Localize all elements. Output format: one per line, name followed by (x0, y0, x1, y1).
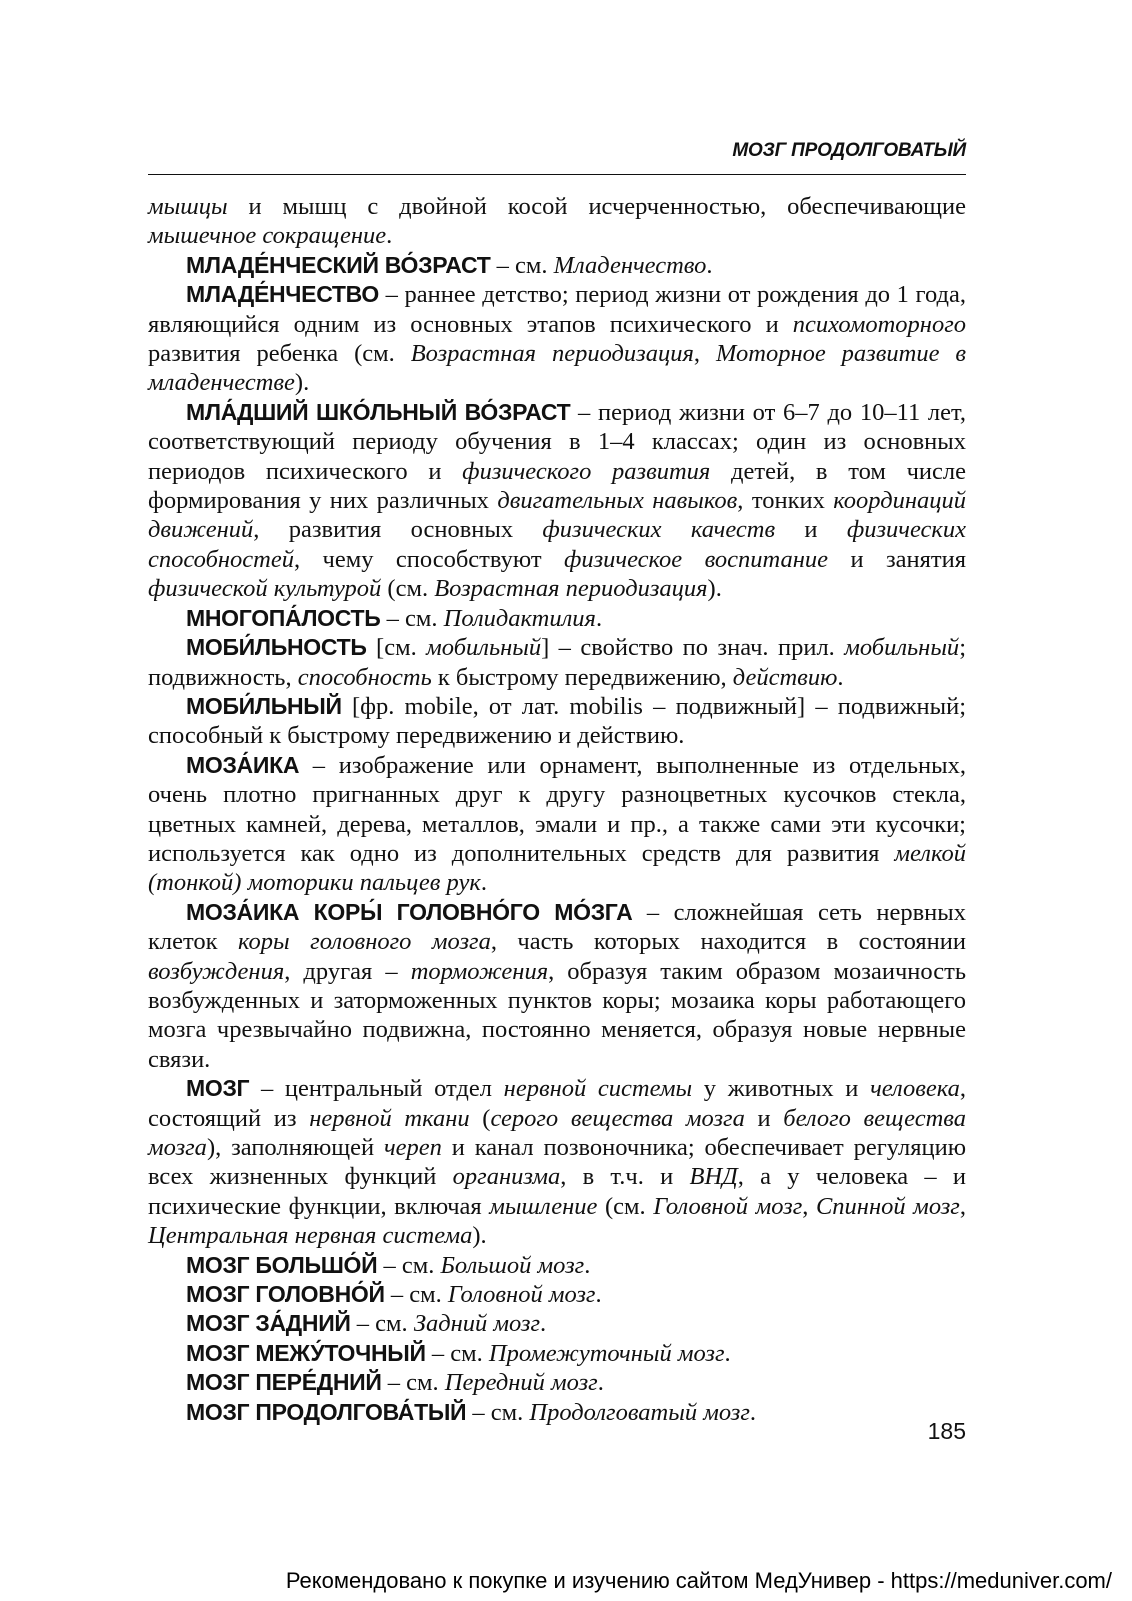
headword: МОЗГ БОЛЬШО́Й (186, 1251, 378, 1278)
dictionary-entry (148, 1074, 966, 1250)
headword: МЛА́ДШИЙ ШКО́ЛЬНЫЙ ВО́ЗРАСТ (186, 398, 571, 425)
headword: МОЗГ (186, 1075, 250, 1102)
dictionary-entry (148, 751, 966, 898)
entry-text: – см. (381, 1369, 445, 1397)
headword: МОБИ́ЛЬНОСТЬ (186, 634, 367, 661)
entry-text: , (959, 1192, 966, 1220)
italic-term: коры головного мозга (238, 928, 491, 956)
headword: МОЗА́ИКА (186, 751, 300, 778)
entry-text: – см. (490, 251, 554, 279)
entry-text: (см. (381, 575, 435, 603)
italic-term: физических способностей (148, 516, 966, 573)
entry-text: – см. (466, 1398, 530, 1426)
italic-term: Головной мозг (653, 1192, 803, 1220)
dictionary-entry (148, 1280, 966, 1309)
italic-term: действию (732, 663, 838, 691)
entry-text: . (584, 1251, 591, 1279)
italic-term: Полидактилия (443, 604, 596, 632)
dictionary-entry (148, 604, 966, 633)
italic-term: череп (383, 1134, 442, 1161)
entry-text: – раннее детство; период жизни от рождения до 1 года, являющийся одним из основных этапов психического и (148, 281, 966, 338)
entry-text: ; подвижность, (148, 634, 966, 691)
entry-text: – см. (350, 1310, 414, 1338)
headword: МОЗГ МЕЖУ́ТОЧНЫЙ (186, 1339, 426, 1366)
entry-text: . (595, 604, 603, 632)
entry-text: к быстрому передвижению, (431, 663, 733, 691)
dictionary-entry (148, 898, 966, 1074)
italic-term: возбуждения (148, 957, 285, 985)
italic-term: белого вещества мозга (148, 1104, 966, 1161)
italic-term: мобильный (426, 634, 542, 662)
entry-text: , часть которых находится в состоянии (490, 928, 967, 956)
italic-term: психомоторного (792, 310, 966, 338)
entry-text: – центральный отдел (249, 1075, 504, 1103)
entry-text: [см. (366, 634, 427, 662)
entry-text: . (706, 251, 713, 279)
entry-text: ( (469, 1104, 491, 1132)
italic-term: Спинной мозг (815, 1192, 960, 1220)
italic-term: Центральная нервная система (148, 1222, 473, 1250)
entry-text: и канал позвоночника; обеспечивает регуляцию всех жизненных функций (148, 1134, 966, 1191)
entry-text: . (595, 1281, 602, 1309)
entry-text: ). (472, 1222, 487, 1250)
dictionary-entry (148, 280, 966, 398)
italic-term: мышление (489, 1192, 598, 1220)
headword: МЛАДЕ́НЧЕСКИЙ ВО́ЗРАСТ (186, 251, 491, 278)
italic-term: человека (870, 1075, 960, 1103)
entry-text: детей, в том числе формирования у них различных (148, 457, 966, 515)
italic-term: Промежуточный мозг (488, 1339, 725, 1367)
dictionary-entry (148, 1309, 966, 1338)
headword: МОЗА́ИКА КОРЫ́ ГОЛОВНО́ГО МО́ЗГА (186, 898, 633, 925)
italic-term: Возрастная периодизация (410, 340, 694, 368)
entry-text: – см. (384, 1281, 448, 1309)
footer-recommendation: Рекомендовано к покупке и изучению сайтом МедУнивер - https://meduniver.com/ (285, 1568, 1112, 1593)
dictionary-entry (148, 633, 966, 692)
dictionary-entry (148, 251, 966, 280)
italic-term: Большой мозг (440, 1251, 585, 1279)
entry-text: ). (707, 575, 722, 603)
entry-text: , а у человека – и психические функции, включая (148, 1163, 966, 1220)
running-header: МОЗГ ПРОДОЛГОВАТЫЙ (732, 140, 966, 161)
italic-term: мобильный (844, 634, 960, 662)
entry-text: , чему способствуют (293, 545, 564, 573)
entry-text: и (775, 516, 847, 544)
italic-term: физической культурой (148, 575, 382, 603)
entry-text: . (597, 1369, 604, 1397)
italic-term: способность (297, 663, 432, 691)
headword: МЛАДЕ́НЧЕСТВО (186, 281, 380, 308)
entry-text: , (693, 340, 716, 368)
entry-text: развития ребенка (см. (148, 340, 411, 368)
italic-term: нервной системы (503, 1075, 693, 1103)
headword: МОБИ́ЛЬНЫЙ (186, 692, 342, 719)
entry-continuation (148, 192, 966, 251)
italic-term: Продолговатый мозг (529, 1398, 750, 1426)
entry-text: . (749, 1398, 756, 1426)
headword: МОЗГ ЗА́ДНИЙ (186, 1310, 351, 1337)
entry-text: , (802, 1192, 816, 1220)
entry-text: – период жизни от 6–7 до 10–11 лет, соответствующий периоду обучения в 1–4 классах; один из основных периодов психического и (148, 398, 966, 485)
entry-text: [фр. mobile, от лат. mobilis – подвижный] – подвижный; способный к быстрому передвижению и действию. (148, 692, 966, 750)
entry-text: , другая – (284, 957, 411, 985)
entry-text: ), заполняющей (206, 1134, 384, 1161)
entry-text: . (540, 1310, 547, 1338)
header-rule (148, 174, 966, 175)
headword: МОЗГ ПРОДОЛГОВА́ТЫЙ (186, 1398, 467, 1425)
entry-text: , развития основных (253, 516, 543, 544)
entry-text: , в т.ч. и (560, 1163, 690, 1191)
dictionary-entry (148, 692, 966, 751)
entry-text: и мышц с двойной косой исчерченностью, обеспечивающие (227, 193, 966, 220)
italic-term: Задний мозг (413, 1310, 541, 1338)
entry-text: (см. (597, 1192, 654, 1220)
italic-term: Головной мозг (447, 1281, 596, 1309)
italic-term: Передний мозг (444, 1369, 598, 1397)
entry-text: и (744, 1104, 784, 1132)
entry-text: – см. (425, 1339, 489, 1367)
italic-term: нервной ткани (309, 1104, 470, 1132)
italic-term: физическое воспитание (563, 545, 829, 573)
entry-text: . (724, 1339, 731, 1367)
italic-term: двигательных навыков (497, 487, 738, 515)
entry-text: – сложнейшая сеть нервных клеток (148, 898, 967, 956)
italic-term: Моторное развитие в младенчестве (148, 340, 967, 397)
italic-term: торможения (410, 957, 549, 985)
italic-term: мелкой (тонкой) моторики пальцев рук (148, 839, 966, 897)
entry-text: – см. (377, 1251, 441, 1279)
italic-term: физических качеств (542, 516, 776, 544)
italic-term: координаций движений (148, 487, 966, 544)
headword: МОЗГ ПЕРЕ́ДНИЙ (186, 1369, 382, 1396)
dictionary-entry (148, 1368, 966, 1397)
dictionary-entry (148, 1251, 966, 1280)
entry-text: . (386, 222, 393, 250)
italic-term: физического развития (462, 457, 711, 485)
entry-text: и занятия (828, 545, 966, 573)
italic-term: мышечное сокращение (148, 222, 387, 250)
entry-text: – изображение или орнамент, выполненные из отдельных, очень плотно пригнанных друг к другу разноцветных кусочков стекла, цветных камней, дерева, металлов, эмали и пр., а также сами эти кусочки; используется как одно из дополнительных средств для развития (148, 751, 966, 867)
italic-term: мышцы (148, 193, 228, 220)
italic-term: серого вещества мозга (490, 1104, 745, 1132)
entry-text: у животных и (692, 1075, 871, 1103)
italic-term: Младенчество (553, 251, 707, 279)
page-number: 185 (927, 1418, 966, 1444)
entry-text: , тонких (737, 487, 834, 515)
dictionary-entry (148, 1339, 966, 1368)
entry-text: , образуя таким образом мозаичность возбужденных и заторможенных пунктов коры; мозаика коры работающего мозга чрезвычайно подвижна, постоянно меняется, образуя новые нервные связи. (148, 957, 967, 1073)
entry-text: , состоящий из (148, 1075, 966, 1132)
entry-text: ] – свойство по знач. прил. (541, 634, 845, 662)
italic-term: организма (452, 1163, 561, 1191)
dictionary-body (148, 192, 966, 1427)
italic-term: Возрастная периодизация (434, 575, 708, 603)
headword: МНОГОПА́ЛОСТЬ (186, 604, 381, 631)
entry-text: . (837, 663, 844, 691)
entry-text: . (480, 869, 487, 897)
headword: МОЗГ ГОЛОВНО́Й (186, 1281, 385, 1308)
italic-term: ВНД (689, 1163, 738, 1191)
dictionary-entry (148, 398, 966, 604)
entry-text: ). (294, 369, 310, 397)
entry-text: – см. (380, 604, 444, 632)
